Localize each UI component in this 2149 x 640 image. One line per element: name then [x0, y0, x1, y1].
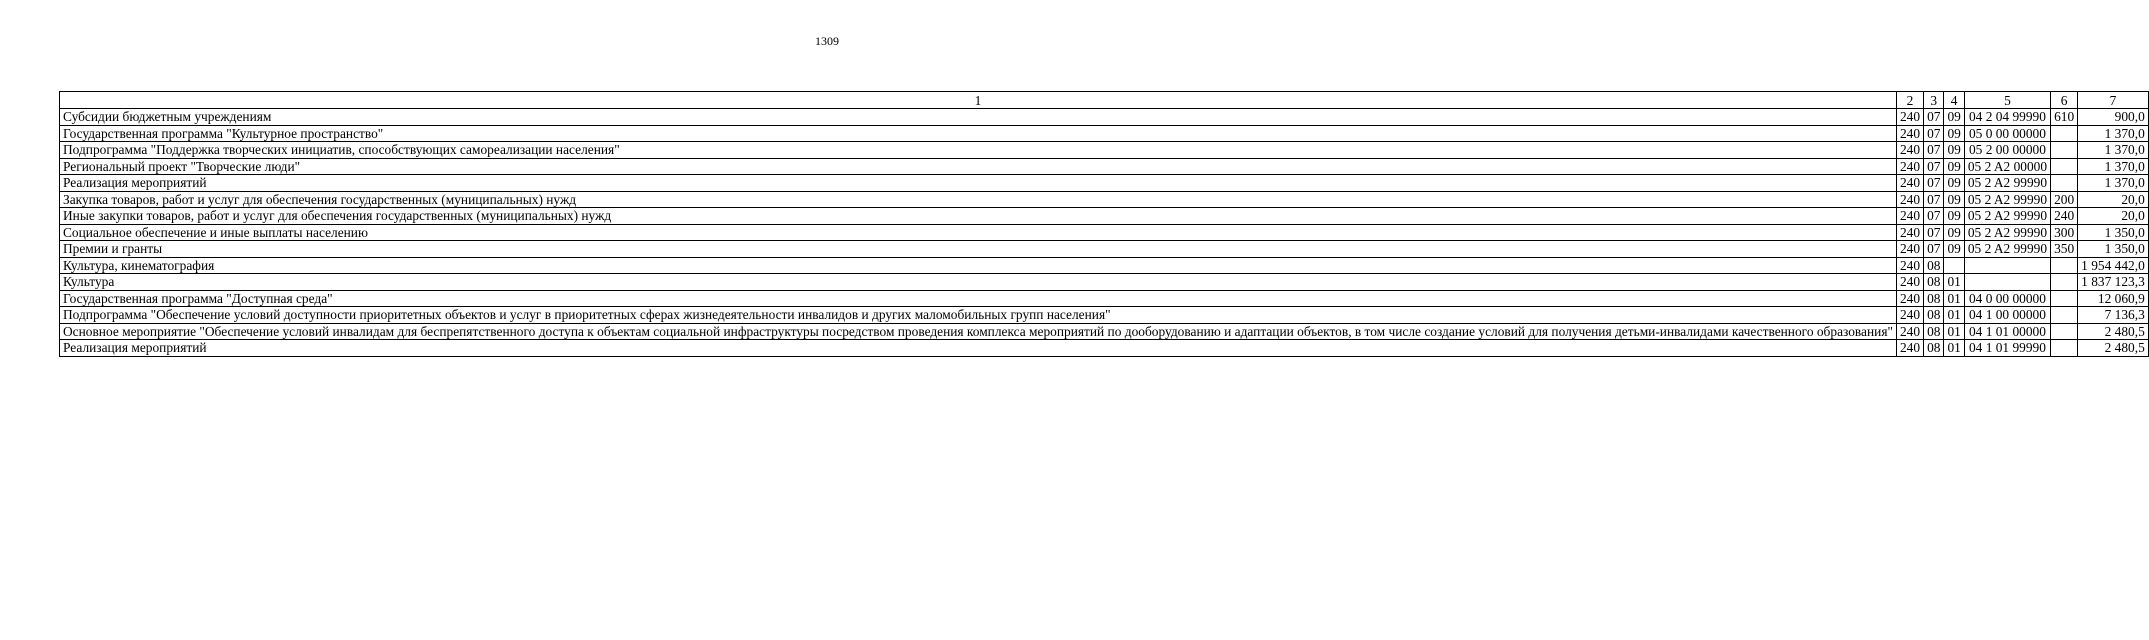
table-row: [60, 175, 2149, 192]
target-article-cell: 05 2 A2 99990: [1964, 208, 2050, 225]
expense-type-cell: [2051, 175, 2078, 192]
row-name-cell: Закупка товаров, работ и услуг для обеспечения государственных (муниципальных) нужд: [60, 191, 1897, 208]
target-article-cell: [1964, 257, 2050, 274]
row-name-cell: Государственная программа "Культурное пространство": [60, 125, 1897, 142]
code-cell: 240: [1896, 224, 1923, 241]
code-cell: 240: [1896, 274, 1923, 291]
column-header: 7: [2078, 92, 2149, 109]
table-row: [60, 340, 2149, 357]
subsection-cell: 09: [1944, 109, 1964, 126]
table-row: [60, 257, 2149, 274]
row-name-cell: Подпрограмма "Обеспечение условий доступности приоритетных объектов и услуг в приоритетных сферах жизнедеятельности инвалидов и других маломобильных групп населения": [60, 307, 1897, 324]
code-cell: 240: [1896, 241, 1923, 258]
target-article-cell: 05 0 00 00000: [1964, 125, 2050, 142]
target-article-cell: [1964, 274, 2050, 291]
row-name-cell: Основное мероприятие "Обеспечение условий инвалидам для беспрепятственного доступа к объектам социальной инфраструктуры посредством проведения комплекса мероприятий по дооборудованию и адаптации объектов, в том числе создание условий для получения детьми-инвалидами качественного образования": [60, 323, 1897, 340]
subsection-cell: 09: [1944, 158, 1964, 175]
subsection-cell: 09: [1944, 191, 1964, 208]
expense-type-cell: 350: [2051, 241, 2078, 258]
table-row: [60, 274, 2149, 291]
column-header: 2: [1896, 92, 1923, 109]
section-cell: 08: [1924, 257, 1944, 274]
section-cell: 07: [1924, 109, 1944, 126]
column-header: 1: [60, 92, 1897, 109]
subsection-cell: 09: [1944, 241, 1964, 258]
target-article-cell: 04 1 01 99990: [1964, 340, 2050, 357]
expense-type-cell: [2051, 257, 2078, 274]
subsection-cell: 01: [1944, 307, 1964, 324]
section-cell: 08: [1924, 323, 1944, 340]
page-number: 1309: [815, 34, 839, 48]
amount-cell: 900,0: [2078, 109, 2149, 126]
table-row: [60, 208, 2149, 225]
row-name-cell: Культура, кинематография: [60, 257, 1897, 274]
table-row: [60, 158, 2149, 175]
subsection-cell: 09: [1944, 125, 1964, 142]
table-row: [60, 224, 2149, 241]
expense-type-cell: [2051, 323, 2078, 340]
row-name-cell: Премии и гранты: [60, 241, 1897, 258]
subsection-cell: 01: [1944, 323, 1964, 340]
target-article-cell: 04 1 00 00000: [1964, 307, 2050, 324]
code-cell: 240: [1896, 142, 1923, 159]
column-header: 4: [1944, 92, 1964, 109]
target-article-cell: 05 2 00 00000: [1964, 142, 2050, 159]
code-cell: 240: [1896, 109, 1923, 126]
amount-cell: 2 480,5: [2078, 340, 2149, 357]
amount-cell: 20,0: [2078, 208, 2149, 225]
target-article-cell: 05 2 A2 99990: [1964, 175, 2050, 192]
amount-cell: 1 370,0: [2078, 158, 2149, 175]
target-article-cell: 05 2 A2 00000: [1964, 158, 2050, 175]
target-article-cell: 05 2 A2 99990: [1964, 191, 2050, 208]
subsection-cell: 09: [1944, 224, 1964, 241]
code-cell: 240: [1896, 125, 1923, 142]
table-body: [60, 109, 2149, 357]
expense-type-cell: 200: [2051, 191, 2078, 208]
subsection-cell: 09: [1944, 142, 1964, 159]
row-name-cell: Культура: [60, 274, 1897, 291]
table-row: [60, 191, 2149, 208]
code-cell: 240: [1896, 158, 1923, 175]
expense-type-cell: [2051, 290, 2078, 307]
table-row: [60, 241, 2149, 258]
subsection-cell: 01: [1944, 290, 1964, 307]
row-name-cell: Реализация мероприятий: [60, 340, 1897, 357]
subsection-cell: 01: [1944, 274, 1964, 291]
row-name-cell: Реализация мероприятий: [60, 175, 1897, 192]
table-row: [60, 307, 2149, 324]
section-cell: 07: [1924, 125, 1944, 142]
row-name-cell: Социальное обеспечение и иные выплаты населению: [60, 224, 1897, 241]
amount-cell: 7 136,3: [2078, 307, 2149, 324]
amount-cell: 1 370,0: [2078, 175, 2149, 192]
budget-table: [59, 91, 2149, 357]
amount-cell: 12 060,9: [2078, 290, 2149, 307]
row-name-cell: Региональный проект "Творческие люди": [60, 158, 1897, 175]
amount-cell: 20,0: [2078, 191, 2149, 208]
expense-type-cell: 240: [2051, 208, 2078, 225]
amount-cell: 1 350,0: [2078, 224, 2149, 241]
table-row: [60, 125, 2149, 142]
row-name-cell: Иные закупки товаров, работ и услуг для обеспечения государственных (муниципальных) нужд: [60, 208, 1897, 225]
row-name-cell: Подпрограмма "Поддержка творческих инициатив, способствующих самореализации населения": [60, 142, 1897, 159]
expense-type-cell: [2051, 340, 2078, 357]
row-name-cell: Государственная программа "Доступная среда": [60, 290, 1897, 307]
section-cell: 08: [1924, 290, 1944, 307]
amount-cell: 1 350,0: [2078, 241, 2149, 258]
column-header: 3: [1924, 92, 1944, 109]
amount-cell: 2 480,5: [2078, 323, 2149, 340]
row-name-cell: Субсидии бюджетным учреждениям: [60, 109, 1897, 126]
table-row: [60, 290, 2149, 307]
expense-type-cell: [2051, 142, 2078, 159]
section-cell: 07: [1924, 142, 1944, 159]
amount-cell: 1 370,0: [2078, 125, 2149, 142]
section-cell: 07: [1924, 191, 1944, 208]
table-header-row: [60, 92, 2149, 109]
subsection-cell: 09: [1944, 208, 1964, 225]
code-cell: 240: [1896, 290, 1923, 307]
section-cell: 07: [1924, 208, 1944, 225]
expense-type-cell: [2051, 158, 2078, 175]
table-row: [60, 323, 2149, 340]
amount-cell: 1 370,0: [2078, 142, 2149, 159]
code-cell: 240: [1896, 191, 1923, 208]
target-article-cell: 04 2 04 99990: [1964, 109, 2050, 126]
section-cell: 07: [1924, 224, 1944, 241]
target-article-cell: 04 1 01 00000: [1964, 323, 2050, 340]
code-cell: 240: [1896, 208, 1923, 225]
expense-type-cell: [2051, 274, 2078, 291]
amount-cell: 1 837 123,3: [2078, 274, 2149, 291]
section-cell: 08: [1924, 307, 1944, 324]
expense-type-cell: [2051, 307, 2078, 324]
target-article-cell: 05 2 A2 99990: [1964, 241, 2050, 258]
expense-type-cell: 300: [2051, 224, 2078, 241]
subsection-cell: 01: [1944, 340, 1964, 357]
section-cell: 07: [1924, 175, 1944, 192]
code-cell: 240: [1896, 175, 1923, 192]
expense-type-cell: [2051, 125, 2078, 142]
section-cell: 08: [1924, 274, 1944, 291]
section-cell: 07: [1924, 158, 1944, 175]
code-cell: 240: [1896, 323, 1923, 340]
table-row: [60, 109, 2149, 126]
subsection-cell: 09: [1944, 175, 1964, 192]
target-article-cell: 05 2 A2 99990: [1964, 224, 2050, 241]
code-cell: 240: [1896, 340, 1923, 357]
code-cell: 240: [1896, 307, 1923, 324]
subsection-cell: [1944, 257, 1964, 274]
table-row: [60, 142, 2149, 159]
column-header: 5: [1964, 92, 2050, 109]
section-cell: 07: [1924, 241, 1944, 258]
section-cell: 08: [1924, 340, 1944, 357]
amount-cell: 1 954 442,0: [2078, 257, 2149, 274]
column-header: 6: [2051, 92, 2078, 109]
target-article-cell: 04 0 00 00000: [1964, 290, 2050, 307]
code-cell: 240: [1896, 257, 1923, 274]
expense-type-cell: 610: [2051, 109, 2078, 126]
